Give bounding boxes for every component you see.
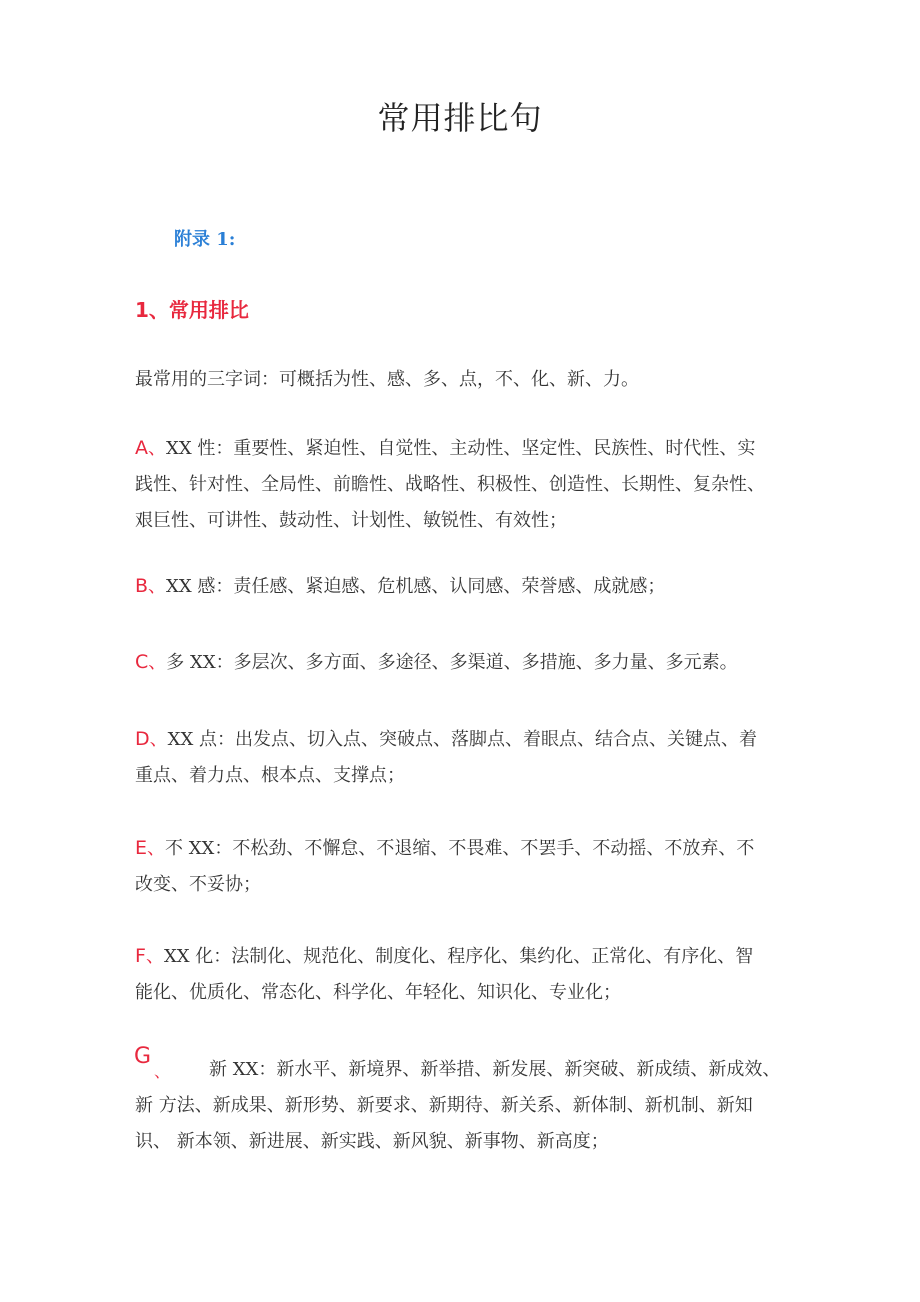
item-line <box>135 938 785 975</box>
item-text: XX 感：责任感、紧迫感、危机感、认同感、荣誉感、成就感； <box>166 576 666 597</box>
item-line: 改变、不妥协； <box>135 874 261 895</box>
section-heading: 1、常用排比 <box>135 298 249 322</box>
item-text: XX 性：重要性、紧迫性、自觉性、主动性、坚定性、民族性、时代性、实 <box>166 438 756 459</box>
item-line <box>135 644 785 681</box>
item-line: 新 XX：新水平、新境界、新举措、新发展、新突破、新成绩、新成效、 <box>209 1059 781 1080</box>
item-letter: F <box>135 945 146 967</box>
item-separator: 、 <box>145 946 164 967</box>
item-letter: E <box>135 837 148 859</box>
item-line: 践性、针对性、全局性、前瞻性、战略性、积极性、创造性、长期性、复杂性、 <box>135 474 765 495</box>
intro-paragraph: 最常用的三字词：可概括为性、感、多、点，不、化、新、力。 <box>135 369 639 390</box>
appendix-label: 附录 1: <box>174 229 236 250</box>
item-line <box>135 830 785 867</box>
item-letter: B <box>135 575 149 597</box>
list-item-g <box>135 1052 785 1160</box>
item-line: 新 方法、新成果、新形势、新要求、新期待、新关系、新体制、新机制、新知 <box>135 1095 753 1116</box>
item-text: XX 点：出发点、切入点、突破点、落脚点、着眼点、结合点、关键点、着 <box>167 729 757 750</box>
list-item-c <box>135 644 785 681</box>
item-line <box>135 568 785 605</box>
item-letter: C <box>135 651 149 673</box>
list-item-a <box>135 430 785 539</box>
item-text: 多 XX：多层次、多方面、多途径、多渠道、多措施、多力量、多元素。 <box>166 652 738 673</box>
item-line: 艰巨性、可讲性、鼓动性、计划性、敏锐性、有效性； <box>135 510 567 531</box>
item-letter: A <box>135 437 148 459</box>
item-line: 重点、着力点、根本点、支撑点； <box>135 765 405 786</box>
list-item-d <box>135 721 785 794</box>
item-line <box>135 430 785 467</box>
item-separator: 、 <box>149 729 168 750</box>
item-text: 不 XX：不松劲、不懈怠、不退缩、不畏难、不罢手、不动摇、不放弃、不 <box>165 838 755 859</box>
list-item-f <box>135 938 785 1011</box>
item-line: 识、 新本领、新进展、新实践、新风貌、新事物、新高度； <box>135 1131 609 1152</box>
item-separator-g: 、 <box>154 1062 171 1081</box>
item-line <box>135 721 785 758</box>
item-separator: 、 <box>147 838 166 859</box>
item-letter-g: G <box>134 1044 152 1069</box>
list-item-b <box>135 568 785 605</box>
item-separator: 、 <box>148 438 166 459</box>
item-letter: D <box>135 728 150 750</box>
item-text: XX 化：法制化、规范化、制度化、程序化、集约化、正常化、有序化、智 <box>163 946 754 967</box>
item-separator: 、 <box>148 576 167 597</box>
item-separator: 、 <box>148 652 167 673</box>
list-item-e <box>135 830 785 903</box>
page-title: 常用排比句 <box>377 99 543 137</box>
item-line: 能化、优质化、常态化、科学化、年轻化、知识化、专业化； <box>135 982 621 1003</box>
